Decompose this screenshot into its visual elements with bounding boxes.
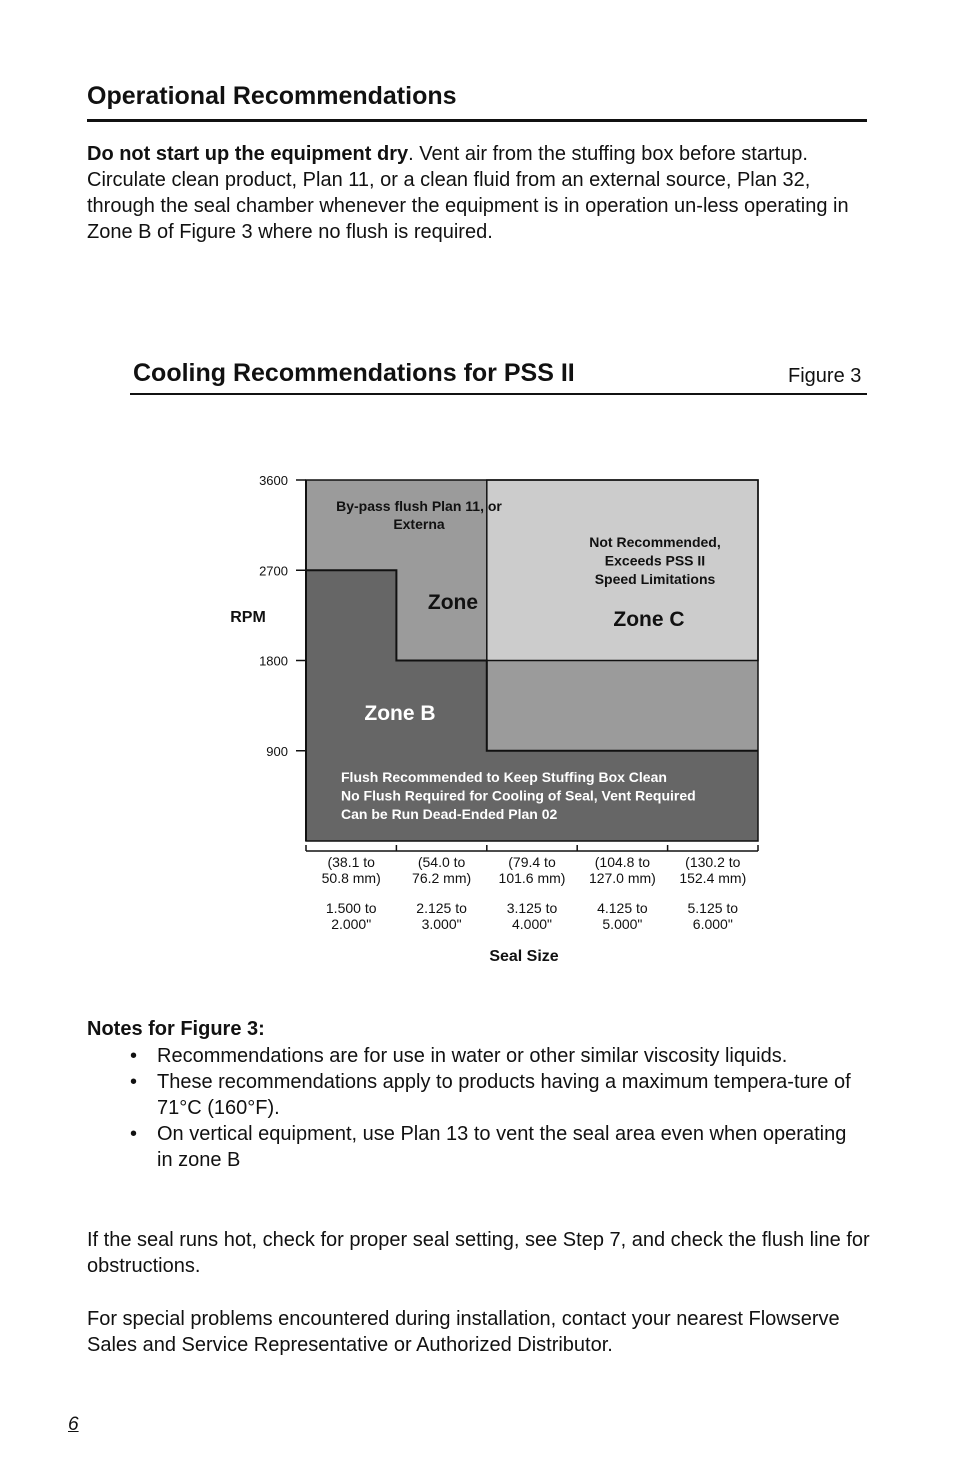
x-category-imperial-label: 4.125 to 5.000"	[597, 900, 648, 932]
figure-title: Cooling Recommendations for PSS II	[133, 359, 575, 387]
zone-c-note: Not Recommended, Exceeds PSS II Speed Limitations	[589, 534, 721, 587]
notes-heading: Notes for Figure 3:	[87, 1018, 265, 1040]
note-text: These recommendations apply to products having a maximum tempera-ture of 71°C (160°F).	[157, 1071, 851, 1119]
x-category-metric-label: (79.4 to 101.6 mm)	[498, 854, 566, 886]
intro-text: . Vent air from the stuffing box before startup. Circulate clean product, Plan 11, or a clean fluid from an external source, Plan 32, through the seal chamber whenever the equipment is in operation un-less operating in Zone B of Figure 3 where no flush is required.	[87, 143, 849, 243]
zone-b-label: Zone B	[364, 702, 436, 725]
y-tick-label: 900	[266, 743, 288, 759]
x-category-imperial-label: 2.125 to 3.000"	[416, 900, 467, 932]
x-category-imperial-label: 5.125 to 6.000"	[687, 900, 739, 932]
special-problems-paragraph: For special problems encountered during installation, contact your nearest Flowserve Sales and Service Representative or Authorized Distributor.	[87, 1308, 840, 1356]
x-category-imperial-label: 3.125 to 4.000"	[506, 900, 558, 932]
zone-c-label: Zone C	[613, 608, 685, 631]
x-category-metric-label: (130.2 to 152.4 mm)	[679, 854, 747, 886]
figure-label: Figure 3	[788, 365, 862, 387]
x-category-metric-label: (54.0 to 76.2 mm)	[412, 854, 472, 886]
zone-a-note: By-pass flush Plan 11, or Externa	[336, 498, 502, 532]
note-item	[130, 1043, 860, 1069]
bullet-icon: •	[130, 1071, 138, 1093]
note-item	[130, 1069, 860, 1121]
x-category-metric-label: (104.8 to 127.0 mm)	[588, 854, 656, 886]
cooling-chart	[0, 440, 954, 980]
intro-paragraph	[87, 141, 872, 245]
y-tick-label: 1800	[259, 653, 288, 669]
intro-bold-text: Do not start up the equipment dry	[87, 143, 409, 165]
hot-seal-paragraph: If the seal runs hot, check for proper seal setting, see Step 7, and check the flush line for obstructions.	[87, 1229, 870, 1277]
note-text: Recommendations are for use in water or other similar viscosity liquids.	[157, 1045, 788, 1067]
section-divider	[87, 119, 867, 122]
y-axis-label: RPM	[230, 609, 266, 626]
page-number: 6	[68, 1414, 79, 1435]
zone-b-note: Flush Recommended to Keep Stuffing Box Clean No Flush Required for Cooling of Seal, Vent Required Can be Run Dead-Ended Plan 02	[341, 769, 696, 822]
bullet-icon: •	[130, 1123, 138, 1145]
x-category-imperial-label: 1.500 to 2.000"	[325, 900, 377, 932]
bullet-icon: •	[130, 1045, 138, 1067]
y-tick-label: 2700	[259, 563, 288, 579]
note-text: On vertical equipment, use Plan 13 to vent the seal area even when operating in zone B	[157, 1123, 847, 1171]
section-title: Operational Recommendations	[87, 82, 457, 110]
notes-list	[130, 1043, 860, 1173]
zone-a-label: Zone	[427, 591, 479, 614]
y-tick-label: 3600	[259, 473, 288, 488]
note-item	[130, 1121, 860, 1173]
x-category-metric-label: (38.1 to 50.8 mm)	[321, 854, 381, 886]
x-axis-label: Seal Size	[489, 948, 559, 965]
figure-divider	[130, 393, 867, 395]
